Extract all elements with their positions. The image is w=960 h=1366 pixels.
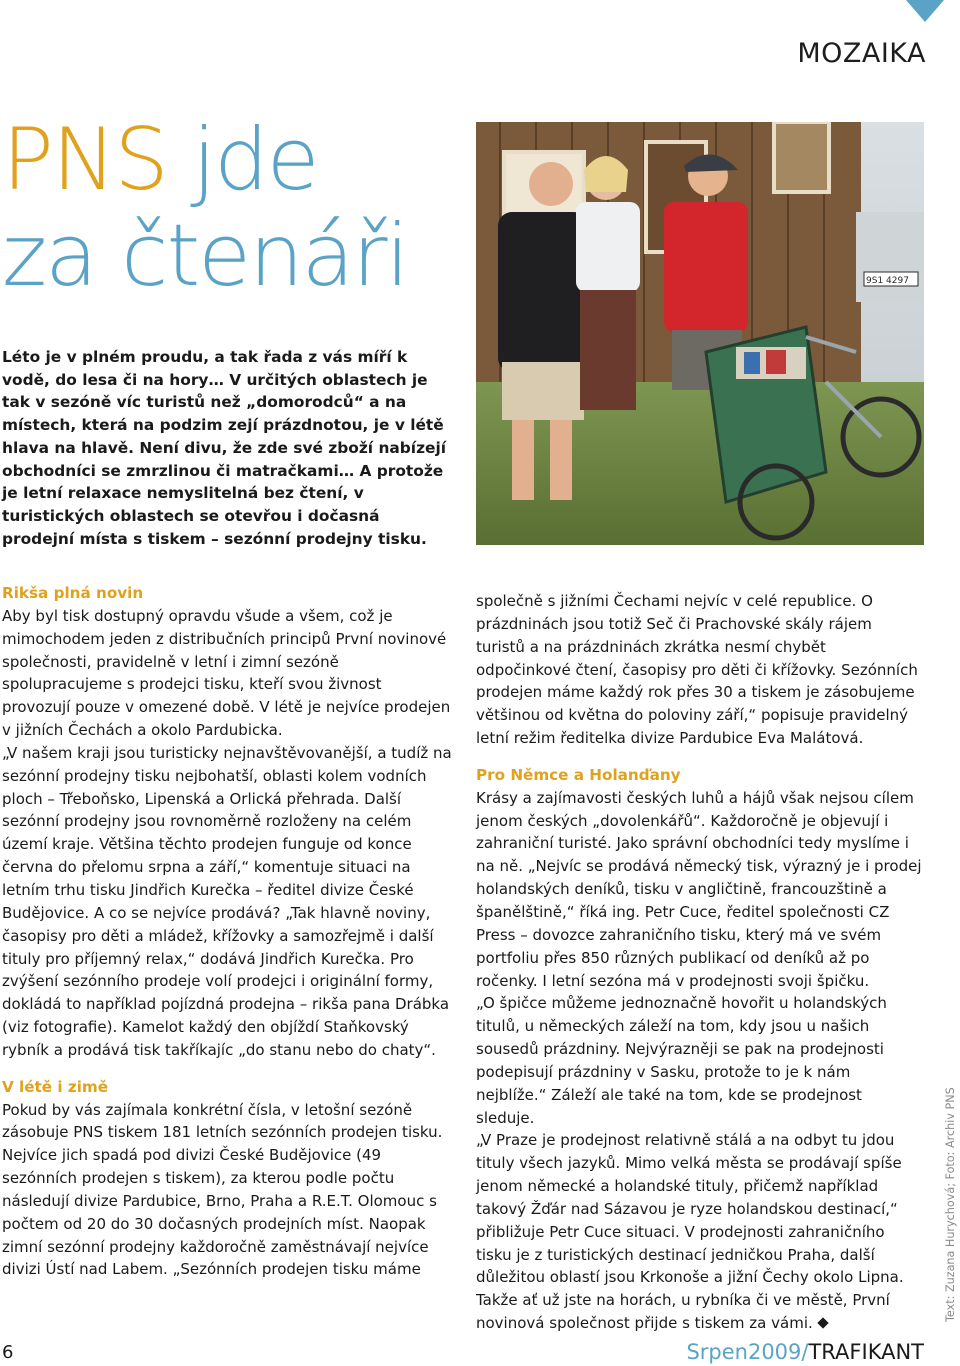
lead-paragraph: Léto je v plném proudu, a tak řada z vás míří k vodě, do lesa či na hory… V určitých oblastech je tak v sezóně víc turistů než „domorodců“ a na místech, která na podzim zejí prázdnotou, je v létě hlava na hlavě. Není divu, že zde své zboží nabízejí obchodníci se zmrzlinou či matračkami… A protože je letní relaxace nemyslitelná bez čtení, v turistických oblastech se otevřou i dočasná prodejní místa s tiskem – sezónní prodejny tisku. (2, 348, 447, 548)
subheading-nemci-holandane: Pro Němce a Holanďany (476, 765, 681, 784)
paragraph: Aby byl tisk dostupný opravdu všude a všem, což je mimochodem jeden z distribučních principů První novinové společnosti, pravidelně v letní i zimní sezóně spolupracujeme s prodejci tisku, kteří svou živnost provozují pouze v omezené době. V létě je nejvíce prodejen v jižních Čechách a okolo Pardubicka. (2, 606, 451, 740)
end-mark-icon (817, 1317, 828, 1328)
paragraph: „V našem kraji jsou turisticky nejnavštěvovanější, a tudíž na sezónní prodejny tisku nejbohatší, oblasti kolem vodních ploch – Třeboňsko, Lipenská a Orlická přehrada. Další sezónní prodejny jsou rovnoměrně rozloženy na celém území kraje. Většina těchto prodejen funguje od konce června do přelomu srpna a září,“ komentuje situaci na letním trhu tisku Jindřich Kurečka – ředitel divize České Budějovice. A co se nejvíce prodává? „Tak hlavně noviny, časopisy pro děti a mládež, křížovky a samozřejmě i další tituly pro příjemný relax,“ dodává Jindřich Kurečka. Pro zvýšení sezónního prodeje volí prodejci i originální formy, dokládá to například pojízdná prodejna – rikša pana Drábka (viz fotografie). Kamelot každý den objíždí Staňkovský rybník a prodává tisk takříkajíc „do stanu nebo do chaty“. (2, 743, 452, 1059)
footer-magazine: TRAFIKANT (808, 1340, 924, 1364)
paragraph: „O špičce můžeme jednoznačně hovořit u holandských titulů, u německých záleží na tom, kdy jsou u našich sousedů prázdniny. Nejvýrazněji se pak na prodejnosti podepisují prázdniny v Sasku, protože to je k nám nejblíže.“ Záleží ale také na tom, kde se prodejnost sleduje. (476, 994, 887, 1127)
column-left (2, 582, 454, 1281)
rickshaw-photo-illustration (476, 122, 924, 545)
subheading-leto-zima: V létě i zimě (2, 1077, 109, 1096)
paragraph: společně s jižními Čechami nejvíc v celé republice. O prázdninách jsou totiž Seč či Prachovské skály rájem turistů a na prázdninách zkrátka nesmí chybět odpočinkové čtení, časopisy pro děti či křížovky. Sezónních prodejen máme každý rok přes 30 a tiskem je zásobujeme většinou od května do poloviny září,“ popisuje pravidelný letní režim ředitelka divize Pardubice Eva Malátová. (476, 592, 918, 748)
title-jde: jde (166, 110, 318, 210)
title-pns: PNS (2, 110, 167, 210)
corner-triangle-icon (906, 0, 944, 22)
page-number: 6 (2, 1342, 14, 1363)
paragraph: Krásy a zajímavosti českých luhů a hájů však nejsou cílem jenom českých „dovolenkářů“. Každoročně je objevují i zahraniční turisté. Jako správní obchodníci tedy myslíme i na ně. „Nejvíc se prodává německý tisk, výrazný je i prodej holandských deníků, tisku v angličtině, francouzštině a španělštině,“ říká ing. Petr Cuce, ředitel společnosti CZ Press – dovozce zahraničního tisku, který má ve svém portfoliu přes 850 různých publikací od deníků až po ročenky. I letní sezóna má v prodejnosti svoji špičku. (476, 788, 922, 990)
paragraph-last-text: „V Praze je prodejnost relativně stálá a na odbyt tu jdou tituly všech jazyků. Mimo velká města se prodávají spíše jenom německé a holandské tituly, přičemž například takový Žďár nad Sázavou je ryze holandskou destinací,“ přibližuje Petr Cuce situaci. V prodejnosti zahraničního tisku je z turistických destinací jedničkou Praha, další důležitou oblastí jsou Krkonoše a jižní Čechy okolo Lipna. Takže ať už jste na horách, u rybníka či ve městě, První novinová společnost přijde s tiskem za vámi. (476, 1131, 904, 1333)
paragraph: Pokud by vás zajímala konkrétní čísla, v letošní sezóně zásobuje PNS tiskem 181 letních sezónních prodejen tisku. Nejvíce jich spadá pod divizi České Budějovice (49 sezónních prodejen s tiskem), za kterou podle počtu následují divize Pardubice, Brno, Praha a R.E.T. Olomouc s počtem od 20 do 30 dočasných prodejních míst. Naopak zimní sezónní prodejny každoročně zaměstnávají nejvíce divizi Ústí nad Labem. „Sezónních prodejen tisku máme (2, 1100, 443, 1279)
article-photo (476, 122, 924, 545)
column-right (476, 590, 924, 1335)
paragraph-last (476, 1129, 924, 1335)
title-line-2: za čtenáři (2, 206, 408, 306)
article-title (2, 112, 408, 304)
photo-credit: Text: Zuzana Hurychová; Foto: Archiv PNS (944, 1087, 957, 1322)
subheading-riksa: Rikša plná novin (2, 584, 144, 602)
car-plate: 9S1 4297 (866, 276, 909, 286)
section-label: MOZAIKA (797, 38, 926, 69)
footer-issue (686, 1340, 924, 1364)
title-line-1 (2, 112, 408, 208)
footer-date: Srpen2009/ (686, 1340, 809, 1364)
